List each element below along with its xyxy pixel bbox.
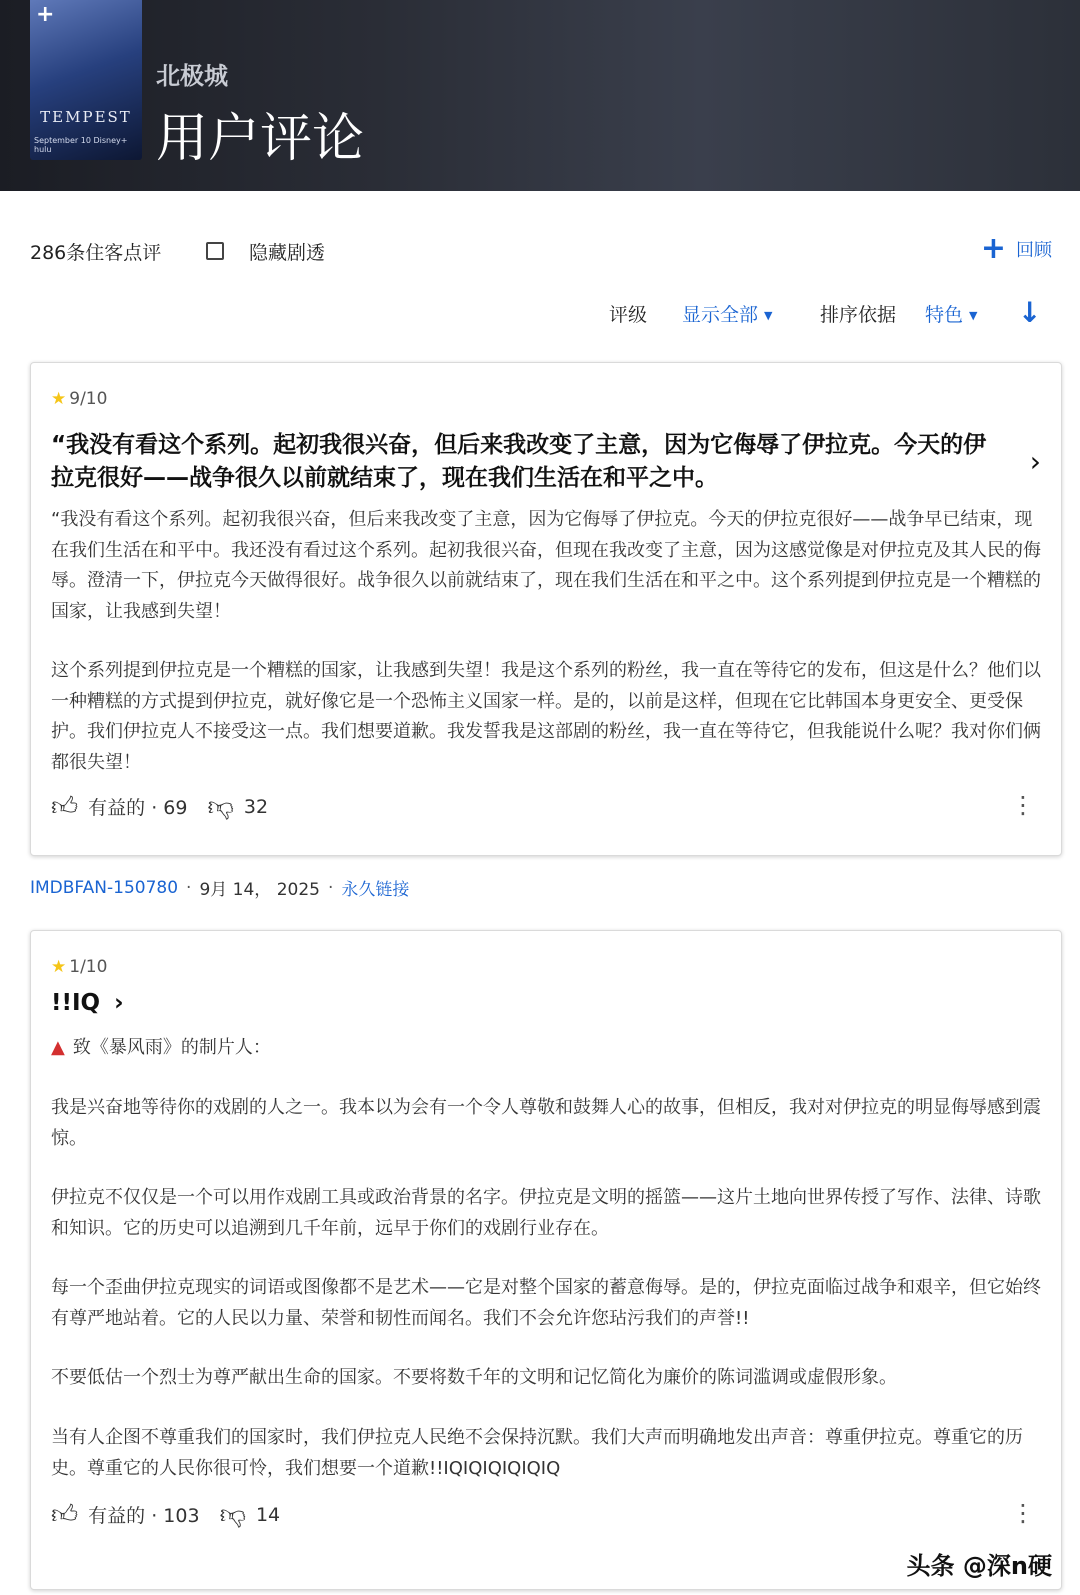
review-paragraph: 我是兴奋地等待你的戏剧的人之一。我本以为会有一个令人尊敬和鼓舞人心的故事，但相反，我对对伊拉克的明显侮辱感到震惊。 bbox=[51, 1097, 1041, 1149]
sort-direction-arrow-icon[interactable]: ↓ bbox=[1018, 296, 1042, 329]
review-votes bbox=[51, 1499, 280, 1530]
caret-down-icon: ▼ bbox=[969, 309, 978, 322]
meta-separator: · bbox=[327, 877, 334, 898]
review-meta bbox=[30, 875, 409, 900]
review-card bbox=[30, 930, 1062, 1590]
review-card bbox=[30, 362, 1062, 856]
caret-down-icon: ▼ bbox=[764, 309, 773, 322]
rating-filter-value: 显示全部 bbox=[682, 304, 759, 326]
thumbs-up-icon[interactable]: 👍︎ bbox=[51, 792, 79, 822]
rating-filter-dropdown[interactable] bbox=[682, 300, 772, 327]
show-name[interactable]: 北极城 bbox=[156, 62, 228, 90]
review-date: 9月 14， 2025 bbox=[199, 880, 320, 900]
chevron-right-icon[interactable]: › bbox=[1029, 445, 1041, 478]
dislike-count: 32 bbox=[243, 795, 269, 818]
review-paragraph: 当有人企图不尊重我们的国家时，我们伊拉克人民绝不会保持沉默。我们大声而明确地发出声音：尊重伊拉克。尊重它的历史。尊重它的人民你很可怜，我们想要一个道歉!!IQIQIQIQIQIQ bbox=[51, 1427, 1023, 1479]
review-paragraph: 这个系列提到伊拉克是一个糟糕的国家，让我感到失望！我是这个系列的粉丝，我一直在等待它的发布，但这是什么？他们以一种糟糕的方式提到伊拉克，就好像它是一个恐怖主义国家一样。是的，以前是这样，但现在它比韩国本身更安全、更受保护。我们伊拉克人不接受这一点。我们想要道歉。我发誓我是这部剧的粉丝，我一直在等待它，但我能说什么呢？我对你们俩都很失望！ bbox=[51, 660, 1041, 773]
helpful-count: 有益的 · 103 bbox=[88, 1505, 200, 1527]
add-review-button[interactable] bbox=[980, 231, 1052, 266]
star-icon: ★ bbox=[51, 389, 67, 409]
star-icon: ★ bbox=[51, 957, 67, 977]
review-paragraph: 不要低估一个烈士为尊严献出生命的国家。不要将数千年的文明和记忆简化为廉价的陈词滥调或虚假形象。 bbox=[51, 1367, 897, 1388]
review-greeting bbox=[51, 1033, 1041, 1064]
review-votes bbox=[51, 791, 268, 822]
greeting-text: 致《暴风雨》的制片人： bbox=[72, 1037, 271, 1058]
plus-icon: + bbox=[980, 231, 1006, 266]
sort-label: 排序依据 bbox=[820, 304, 897, 326]
review-paragraph: 每一个歪曲伊拉克现实的词语或图像都不是艺术——它是对整个国家的蓄意侮辱。是的，伊拉克面临过战争和艰辛，但它始终有尊严地站着。它的人民以力量、荣誉和韧性而闻名。我们不会允许您玷污我们的声誉!! bbox=[51, 1277, 1041, 1329]
review-rating bbox=[51, 957, 107, 977]
add-watchlist-icon[interactable]: + bbox=[36, 2, 55, 27]
show-poster[interactable] bbox=[30, 0, 142, 160]
poster-footer: September 10 Disney+ hulu bbox=[34, 136, 128, 154]
rating-filter-label: 评级 bbox=[609, 304, 648, 326]
meta-separator: · bbox=[186, 877, 192, 898]
chevron-right-icon: › bbox=[114, 990, 124, 1016]
permalink-link[interactable]: 永久链接 bbox=[341, 880, 410, 900]
dislike-count: 14 bbox=[255, 1503, 281, 1526]
sort-value: 特色 bbox=[925, 304, 964, 326]
review-title[interactable]: “我没有看这个系列。起初我很兴奋，但后来我改变了主意，因为它侮辱了伊拉克。今天的伊拉克很好——战争很久以前就结束了，现在我们生活在和平之中。 bbox=[51, 432, 987, 491]
thumbs-down-icon[interactable]: 👎︎ bbox=[207, 792, 234, 822]
review-paragraph: “我没有看这个系列。起初我很兴奋，但后来我改变了主意，因为它侮辱了伊拉克。今天的伊拉克很好——战争早已结束，现在我们生活在和平中。我还没有看过这个系列。起初我很兴奋，但现在我改变了主意，因为这感觉像是对伊拉克及其人民的侮辱。澄清一下，伊拉克今天做得很好。战争很久以前就结束了，现在我们生活在和平之中。这个系列提到伊拉克是一个糟糕的国家，让我感到失望！ bbox=[51, 509, 1041, 622]
review-title-text: !!IQ bbox=[51, 990, 101, 1016]
poster-title: TEMPEST bbox=[40, 108, 132, 126]
review-author-link[interactable]: IMDBFAN-150780 bbox=[30, 877, 179, 898]
more-options-icon[interactable]: ⋮ bbox=[1011, 791, 1035, 819]
siren-icon: ▲ bbox=[51, 1037, 65, 1058]
review-count: 286条住客点评 bbox=[30, 242, 162, 264]
page-header bbox=[0, 0, 1080, 191]
review-title[interactable] bbox=[51, 987, 124, 1020]
watermark: 头条 @深n硬 bbox=[906, 1552, 1052, 1580]
thumbs-down-icon[interactable]: 👎︎ bbox=[219, 1500, 246, 1530]
rating-value: 1/10 bbox=[69, 957, 108, 977]
rating-value: 9/10 bbox=[69, 389, 108, 409]
review-rating bbox=[51, 389, 107, 409]
hide-spoilers-label[interactable]: 隐藏剧透 bbox=[249, 242, 326, 264]
sort-dropdown[interactable] bbox=[925, 300, 977, 327]
page-title: 用户评论 bbox=[156, 109, 365, 169]
more-options-icon[interactable]: ⋮ bbox=[1011, 1499, 1035, 1527]
review-paragraph: 伊拉克不仅仅是一个可以用作戏剧工具或政治背景的名字。伊拉克是文明的摇篮——这片土地向世界传授了写作、法律、诗歌和知识。它的历史可以追溯到几千年前，远早于你们的戏剧行业存在。 bbox=[51, 1187, 1041, 1239]
add-review-label: 回顾 bbox=[1016, 240, 1052, 261]
thumbs-up-icon[interactable]: 👍︎ bbox=[51, 1500, 79, 1530]
helpful-count: 有益的 · 69 bbox=[88, 797, 188, 819]
hide-spoilers-checkbox[interactable] bbox=[206, 242, 224, 260]
